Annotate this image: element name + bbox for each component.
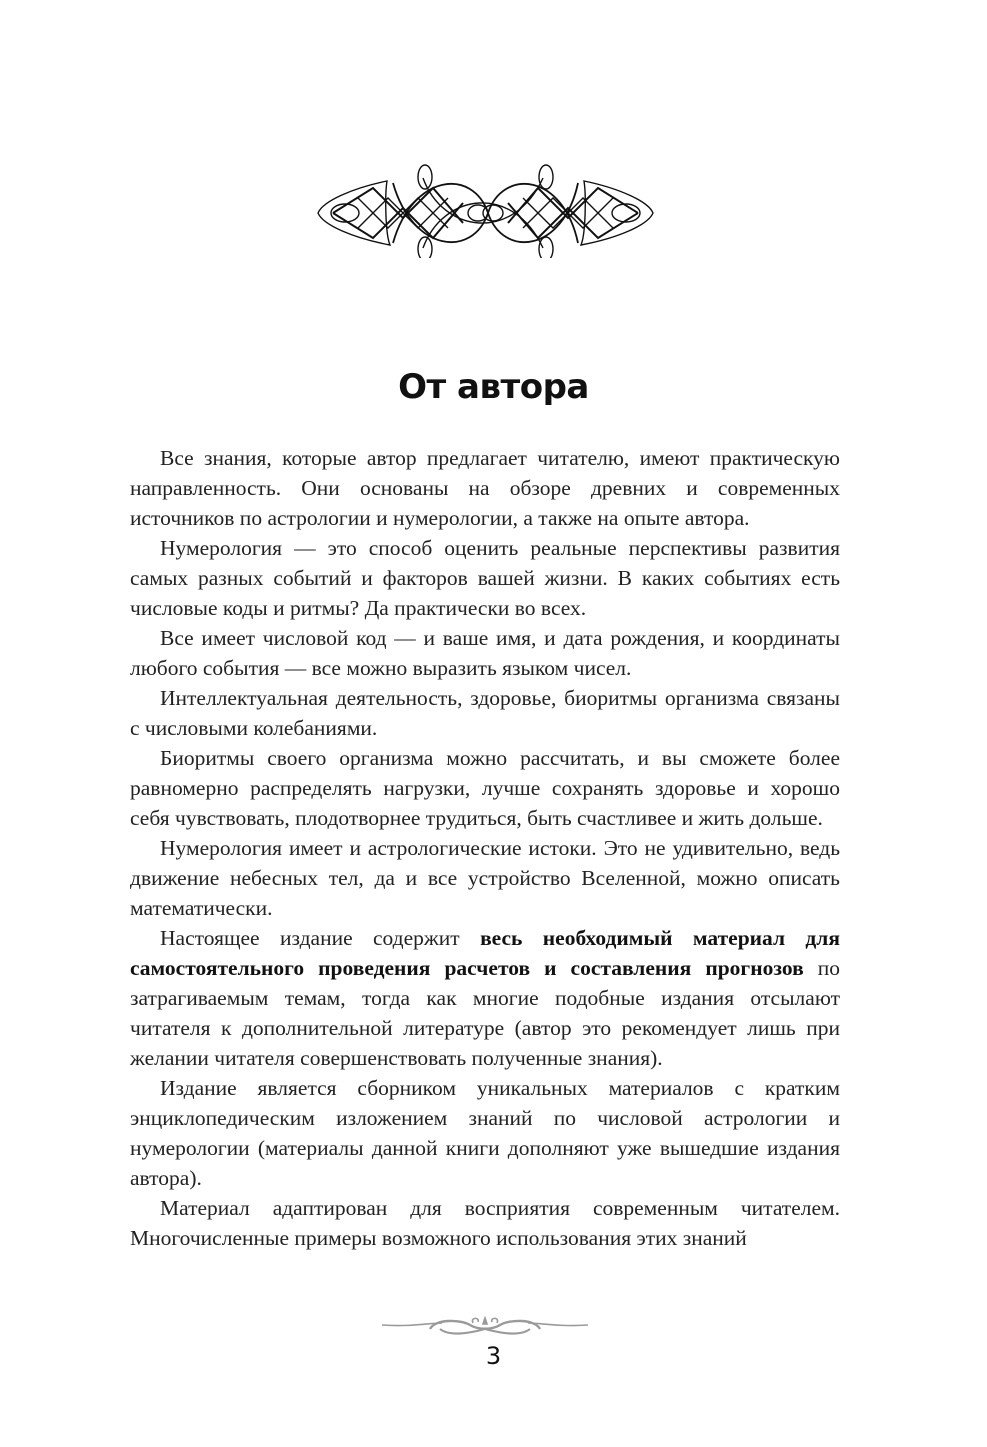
page-number: 3	[485, 1342, 502, 1370]
paragraph-text: по затрагиваемым темам, тогда как многие подобные издания отсылают читателя к дополнительной литературе (автор это рекомендует лишь при желании читателя совершенствовать полученные знания).	[130, 956, 840, 1070]
celtic-knot-ornament-icon	[313, 163, 658, 258]
body-text	[130, 443, 840, 1253]
scroll-flourish-ornament-icon	[380, 1315, 590, 1339]
paragraph: Нумерология — это способ оценить реальные перспективы развития самых разных событий и факторов вашей жизни. В каких событиях есть числовые коды и ритмы? Да практически во всех.	[130, 536, 840, 620]
paragraph: Все имеет числовой код — и ваше имя, и дата рождения, и координаты любого события — все можно выразить языком чисел.	[130, 626, 840, 680]
paragraph: Все знания, которые автор предлагает читателю, имеют практическую направленность. Они основаны на обзоре древних и современных источников по астрологии и нумерологии, а также на опыте автора.	[130, 446, 840, 530]
paragraph: Нумерология имеет и астрологические истоки. Это не удивительно, ведь движение небесных тел, да и все устройство Вселенной, можно описать математически.	[130, 836, 840, 920]
page-title: От автора	[398, 367, 589, 407]
paragraph: Биоритмы своего организма можно рассчитать, и вы сможете более равномерно распределять нагрузки, лучше сохранять здоровье и хорошо себя чувствовать, плодотворнее трудиться, быть счастливее и жить дольше.	[130, 746, 840, 830]
paragraph: Издание является сборником уникальных материалов с кратким энциклопедическим изложением знаний по числовой астрологии и нумерологии (материалы данной книги дополняют уже вышедшие издания автора).	[130, 1076, 840, 1190]
paragraph: Интеллектуальная деятельность, здоровье, биоритмы организма связаны с числовыми колебаниями.	[130, 686, 840, 740]
bold-emphasis: весь необходимый материал для самостоятельного проведения расчетов и составления прогнозов	[130, 926, 841, 980]
paragraph	[130, 923, 840, 1073]
paragraph: Материал адаптирован для восприятия современным читателем. Многочисленные примеры возможного использования этих знаний	[130, 1196, 840, 1250]
paragraph-text: Настоящее издание содержит	[160, 926, 481, 950]
